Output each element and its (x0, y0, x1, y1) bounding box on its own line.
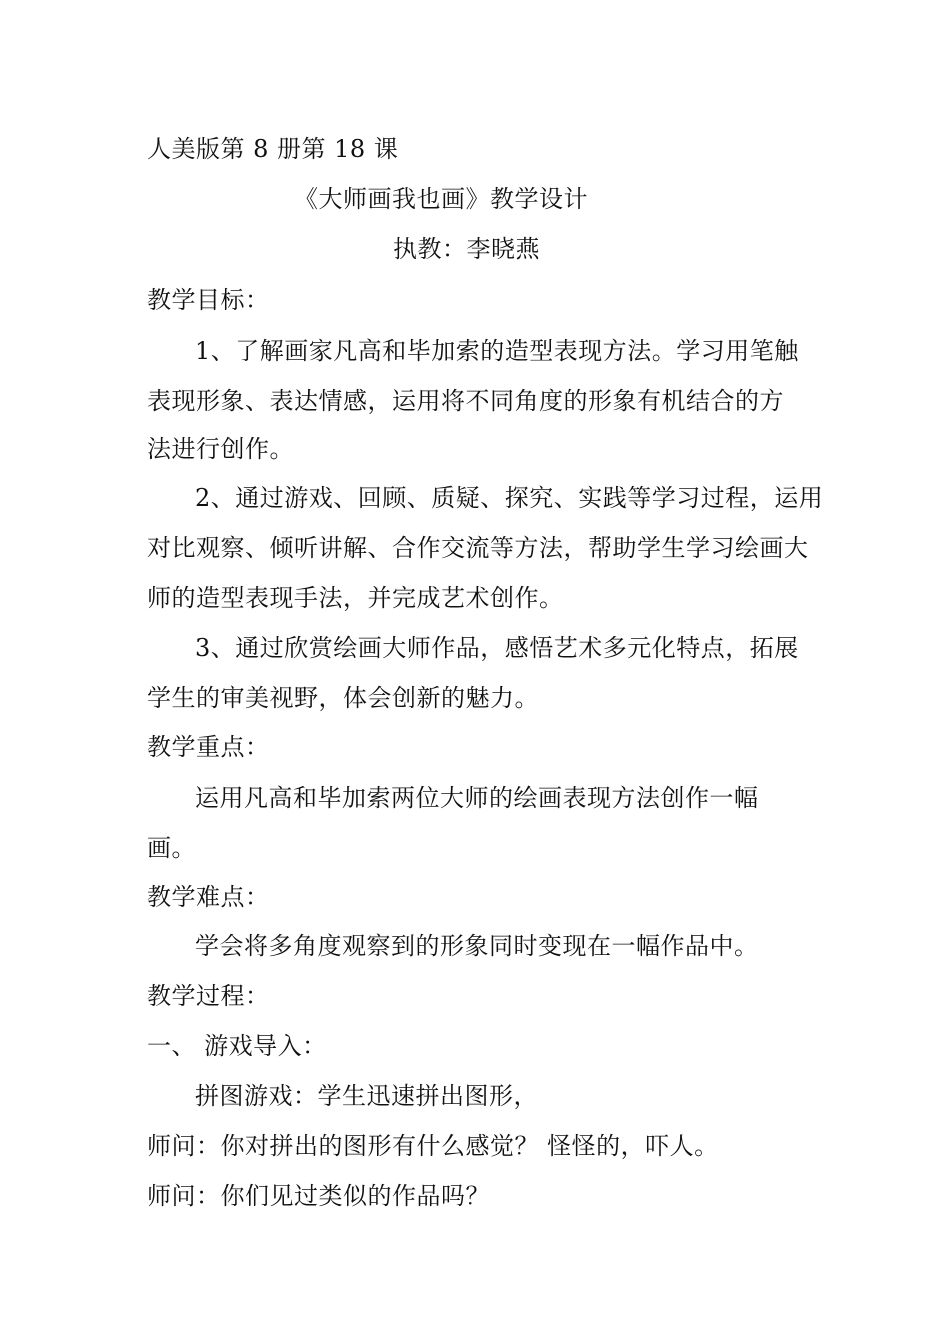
key-point-heading: 教学重点： (147, 733, 270, 761)
course-label: 人美版第 8 册第 18 课 (147, 135, 399, 163)
goal-2-line-2: 对比观察、倾听讲解、合作交流等方法，帮助学生学习绘画大 (147, 534, 809, 562)
goal-3-line-1: 3、通过欣赏绘画大师作品，感悟艺术多元化特点，拓展 (195, 634, 799, 662)
game-description: 拼图游戏：学生迅速拼出图形， (195, 1082, 538, 1110)
document-title: 《大师画我也画》教学设计 (294, 185, 588, 213)
key-point-line-1: 运用凡高和毕加索两位大师的绘画表现方法创作一幅 (195, 784, 759, 812)
teacher-question-1: 师问：你对拼出的图形有什么感觉？ 怪怪的，吓人。 (147, 1132, 719, 1160)
goal-1-line-3: 法进行创作。 (147, 435, 294, 463)
goal-3-line-2: 学生的审美视野，体会创新的魅力。 (147, 684, 539, 712)
teacher-line: 执教：李晓燕 (393, 235, 540, 263)
difficulty-heading: 教学难点： (147, 883, 270, 911)
goal-2-line-3: 师的造型表现手法，并完成艺术创作。 (147, 584, 564, 612)
teacher-question-2: 师问：你们见过类似的作品吗？ (147, 1182, 490, 1210)
goal-1-line-2: 表现形象、表达情感，运用将不同角度的形象有机结合的方 (147, 387, 784, 415)
section-1-heading: 一、 游戏导入： (147, 1032, 327, 1060)
process-heading: 教学过程： (147, 982, 270, 1010)
goal-2-line-1: 2、通过游戏、回顾、质疑、探究、实践等学习过程，运用 (195, 484, 824, 512)
goals-heading: 教学目标： (147, 286, 270, 314)
key-point-line-2: 画。 (147, 834, 196, 862)
goal-1-line-1: 1、了解画家凡高和毕加索的造型表现方法。学习用笔触 (195, 337, 799, 365)
difficulty-text: 学会将多角度观察到的形象同时变现在一幅作品中。 (195, 932, 759, 960)
